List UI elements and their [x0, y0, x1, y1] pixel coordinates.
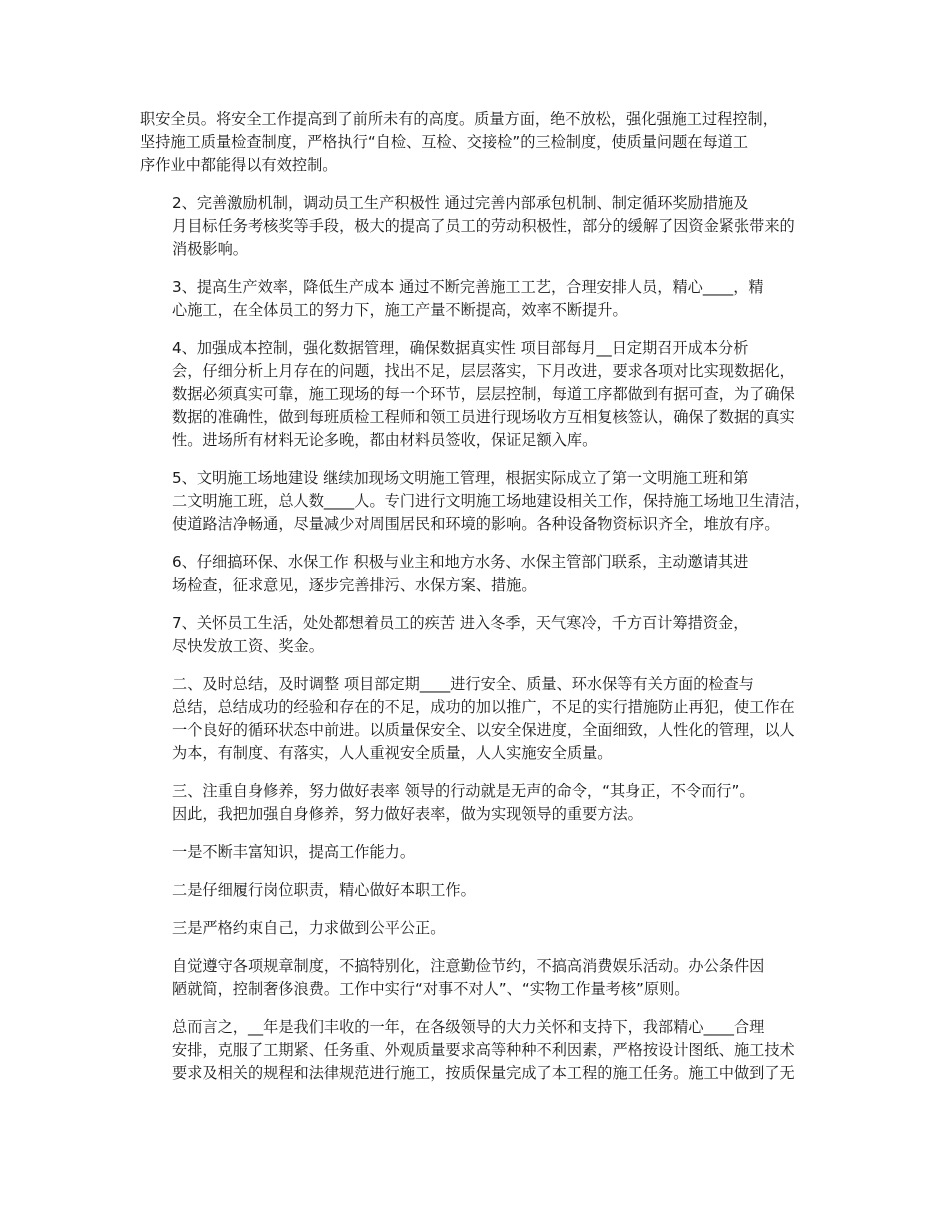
text-line: 序作业中都能得以有效控制。	[140, 156, 338, 174]
text-line: 陋就简，控制奢侈浪费。工作中实行“对事不对人”、“实物工作量考核”原则。	[172, 980, 690, 998]
paragraph-discipline	[140, 955, 816, 1001]
text-line: 总而言之，__年是我们丰收的一年，在各级领导的大力关怀和支持下，我部精心____合理	[172, 1018, 765, 1036]
document-body	[140, 108, 816, 1100]
text-line: 使道路洁净畅通，尽量减少对周围居民和环境的影响。各种设备物资标识齐全，堆放有序。	[172, 515, 780, 533]
text-line: 会，仔细分析上月存在的问题，找出不足，层层落实，下月改进，要求各项对比实现数据化，	[172, 362, 795, 380]
text-line: 二、及时总结，及时调整 项目部定期____进行安全、质量、环水保等有关方面的检查与	[172, 675, 754, 693]
text-line: 数据的准确性，做到每班质检工程师和领工员进行现场收方互相复核签认，确保了数据的真实	[172, 408, 795, 426]
text-line: 数据必须真实可靠，施工现场的每一个环节，层层控制，每道工序都做到有据可查，为了确保	[172, 385, 795, 403]
text-line: 5、文明施工场地建设 继续加现场文明施工管理，根据实际成立了第一文明施工班和第	[172, 469, 749, 487]
text-line: 坚持施工质量检查制度，严格执行“自检、互检、交接检”的三检制度，使质量问题在每道工	[140, 133, 749, 151]
text-line: 4、加强成本控制，强化数据管理，确保数据真实性 项目部每月__日定期召开成本分析	[172, 339, 749, 357]
text-line: 为本，有制度、有落实，人人重视安全质量，人人实施安全质量。	[172, 744, 613, 762]
paragraph-production-efficiency	[140, 276, 816, 322]
paragraph-employee-care	[140, 612, 816, 658]
paragraph-environmental-protection	[140, 551, 816, 597]
text-line: 6、仔细搞环保、水保工作 积极与业主和地方水务、水保主管部门联系，主动邀请其进	[172, 553, 749, 571]
text-line: 因此，我把加强自身修养，努力做好表率，做为实现领导的重要方法。	[172, 805, 643, 823]
text-line: 一是不断丰富知识，提高工作能力。	[172, 843, 415, 861]
text-line: 3、提高生产效率，降低生产成本 通过不断完善施工工艺，合理安排人员，精心____，精	[172, 278, 764, 296]
text-line: 二文明施工班，总人数____人。专门进行文明施工场地建设相关工作，保持施工场地卫生清洁，	[172, 492, 810, 510]
paragraph-conclusion	[140, 1016, 816, 1085]
paragraph-incentive-mechanism	[140, 192, 816, 261]
paragraph-timely-summary	[140, 673, 816, 765]
paragraph-cost-control	[140, 337, 816, 452]
paragraph-point-three	[140, 917, 816, 940]
text-line: 一个良好的循环状态中前进。以质量保安全、以安全保进度，全面细致，人性化的管理，以人	[172, 721, 795, 739]
text-line: 尽快发放工资、奖金。	[172, 637, 324, 655]
paragraph-self-cultivation	[140, 780, 816, 826]
text-line: 总结，总结成功的经验和存在的不足，成功的加以推广，不足的实行措施防止再犯，使工作在	[172, 698, 795, 716]
text-line: 7、关怀员工生活，处处都想着员工的疾苦 进入冬季，天气寒冷，千方百计筹措资金，	[172, 614, 749, 632]
text-line: 2、完善激励机制，调动员工生产积极性 通过完善内部承包机制、制定循环奖励措施及	[172, 194, 749, 212]
text-line: 二是仔细履行岗位职责，精心做好本职工作。	[172, 881, 476, 899]
text-line: 自觉遵守各项规章制度，不搞特别化，注意勤俭节约，不搞高消费娱乐活动。办公条件因	[172, 957, 765, 975]
text-line: 消极影响。	[172, 240, 248, 258]
text-line: 职安全员。将安全工作提高到了前所未有的高度。质量方面，绝不放松，强化强施工过程控制，	[140, 110, 778, 128]
text-line: 安排，克服了工期紧、任务重、外观质量要求高等种种不利因素，严格按设计图纸、施工技术	[172, 1041, 795, 1059]
text-line: 心施工，在全体员工的努力下，施工产量不断提高，效率不断提升。	[172, 301, 628, 319]
paragraph-civilized-construction	[140, 467, 816, 536]
paragraph-quality-control	[140, 108, 816, 177]
text-line: 三、注重自身修养，努力做好表率 领导的行动就是无声的命令，“其身正，不令而行”。	[172, 782, 755, 800]
paragraph-point-one	[140, 841, 816, 864]
text-line: 性。进场所有材料无论多晚，都由材料员签收，保证足额入库。	[172, 431, 598, 449]
paragraph-point-two	[140, 879, 816, 902]
text-line: 场检查，征求意见，逐步完善排污、水保方案、措施。	[172, 576, 537, 594]
text-line: 月目标任务考核奖等手段，极大的提高了员工的劳动积极性，部分的缓解了因资金紧张带来的	[172, 217, 795, 235]
text-line: 三是严格约束自己，力求做到公平公正。	[172, 919, 446, 937]
text-line: 要求及相关的规程和法律规范进行施工，按质保量完成了本工程的施工任务。施工中做到了无	[172, 1064, 795, 1082]
